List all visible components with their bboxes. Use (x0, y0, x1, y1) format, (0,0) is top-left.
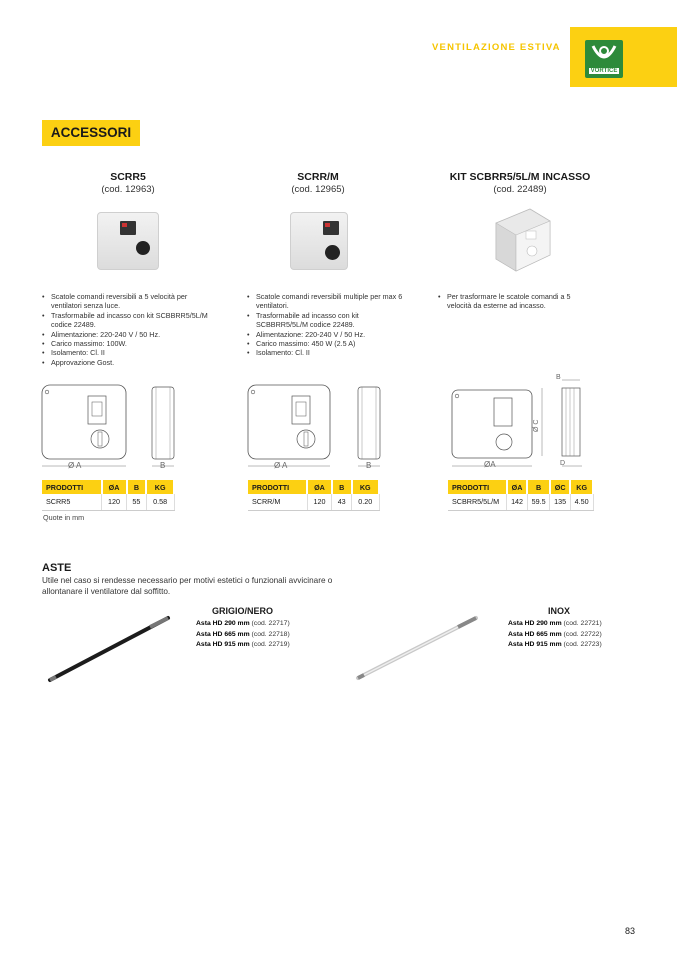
dimension-b-label: B (556, 374, 561, 381)
table-cell: 4.50 (570, 494, 593, 510)
table-cell: SCBRR5/5L/M (448, 494, 507, 510)
technical-drawing-scrrm (244, 382, 390, 474)
rod-item-code: (cod. 22717) (251, 620, 290, 627)
feature-item: • Isolamento: Cl. II (247, 348, 412, 357)
rod-group-title: GRIGIO/NERO (212, 606, 274, 616)
section-title: ACCESSORI (42, 120, 140, 146)
table-cell: SCRR/M (248, 494, 307, 510)
rod-item-code: (cod. 22718) (251, 630, 290, 638)
table-cell: 0.20 (352, 494, 380, 510)
rod-item-name: Asta HD 915 mm (508, 641, 562, 649)
rod-item (196, 630, 290, 641)
feature-item: • Carico massimo: 100W. (42, 339, 212, 348)
col-header: KG (352, 480, 380, 494)
dimension-a-label: Ø A (274, 461, 288, 470)
rod-item-name: Asta HD 665 mm (508, 630, 562, 638)
spec-table (42, 480, 175, 511)
dimension-c-label: Ø C (533, 419, 540, 432)
table-cell: 142 (507, 494, 527, 510)
rod-group-title: INOX (548, 606, 571, 616)
table-row (248, 494, 379, 510)
rod-photo-grey-black (44, 612, 174, 684)
col-header: KG (146, 480, 174, 494)
col-header: B (527, 480, 550, 494)
rod-item (196, 619, 290, 630)
spec-table (248, 480, 380, 511)
table-cell: 59.5 (527, 494, 550, 510)
rod-item-name: Asta HD 665 mm (196, 630, 250, 638)
rod-item (508, 630, 602, 641)
col-header: B (127, 480, 147, 494)
table-cell: 135 (550, 494, 570, 510)
rod-item-name: Asta HD 290 mm (196, 620, 250, 627)
rod-item-code: (cod. 22723) (563, 641, 602, 649)
feature-item: • Trasformabile ad incasso con kit SCBBRR5/5L/M codice 22489. (42, 311, 212, 330)
table-cell: SCRR5 (42, 494, 102, 510)
rod-photo-inox (352, 612, 482, 684)
technical-drawing-scrr5 (38, 382, 184, 474)
aste-title: ASTE (42, 562, 72, 574)
dimension-b-label: B (366, 461, 372, 470)
feature-item: • Approvazione Gost. (42, 358, 212, 367)
rod-list-grey-black (196, 619, 290, 651)
product-title: KIT SCBRR5/5L/M INCASSO (449, 171, 591, 183)
feature-item: • Carico massimo: 450 W (2.5 A) (247, 339, 412, 348)
feature-item: • Trasformabile ad incasso con kit SCBBRR5/5L/M codice 22489. (247, 311, 412, 330)
col-header: PRODOTTI (42, 480, 102, 494)
spec-table (448, 480, 594, 511)
rod-item-code: (cod. 22722) (563, 630, 602, 638)
table-cell: 120 (307, 494, 332, 510)
header-label: VENTILAZIONE ESTIVA (432, 42, 561, 53)
feature-item: • Alimentazione: 220-240 V / 50 Hz. (247, 330, 412, 339)
dimension-a-label: Ø A (68, 461, 82, 470)
page-number: 83 (625, 926, 636, 936)
rod-item (196, 640, 290, 651)
col-header: ØC (550, 480, 570, 494)
table-cell: 55 (127, 494, 147, 510)
feature-item: • Per trasformare le scatole comandi a 5 velocità da esterne ad incasso. (438, 292, 578, 311)
product-features (42, 292, 212, 367)
feature-item: • Scatole comandi reversibili multiple per max 6 ventilatori. (247, 292, 412, 311)
product-photo-scrr5 (97, 212, 159, 270)
product-photo-kit-incasso (490, 205, 556, 275)
col-header: KG (570, 480, 593, 494)
feature-item: • Alimentazione: 220-240 V / 50 Hz. (42, 330, 212, 339)
rod-item-code: (cod. 22721) (563, 620, 602, 627)
product-features (247, 292, 412, 358)
rod-item-code: (cod. 22719) (251, 641, 290, 649)
vortice-logo-text: VORTICE (588, 67, 620, 75)
product-title: SCRR5 (110, 171, 146, 183)
col-header: ØA (307, 480, 332, 494)
aste-description: Utile nel caso si rendesse necessario per motivi estetici o funzionali avvicinare o allontanare il ventilatore dal soffitto. (42, 576, 333, 596)
rod-item-name: Asta HD 915 mm (196, 641, 250, 649)
product-features (438, 292, 578, 311)
col-header: ØA (102, 480, 127, 494)
product-code: (cod. 22489) (493, 184, 547, 195)
col-header: ØA (507, 480, 527, 494)
rod-list-inox (508, 619, 602, 651)
table-row (42, 494, 174, 510)
dimension-b-label: B (160, 461, 166, 470)
feature-item: • Isolamento: Cl. II (42, 348, 212, 357)
rod-item (508, 640, 602, 651)
rod-item (508, 619, 602, 630)
table-cell: 0.58 (146, 494, 174, 510)
quote-note: Quote in mm (43, 513, 85, 522)
table-cell: 43 (332, 494, 352, 510)
table-row (448, 494, 593, 510)
product-code: (cod. 12963) (101, 184, 155, 195)
product-code: (cod. 12965) (291, 184, 345, 195)
vortice-logo-swirl-icon (589, 42, 619, 66)
col-header: B (332, 480, 352, 494)
rod-item-name: Asta HD 290 mm (508, 620, 562, 627)
feature-item: • Scatole comandi reversibili a 5 velocità per ventilatori senza luce. (42, 292, 212, 311)
dimension-a-label: ØA (484, 460, 496, 469)
col-header: PRODOTTI (248, 480, 307, 494)
product-title: SCRR/M (297, 171, 339, 183)
table-cell: 120 (102, 494, 127, 510)
dimension-d-label: D (560, 460, 566, 467)
product-photo-scrrm (290, 212, 348, 270)
technical-drawing-kit-incasso (446, 370, 596, 474)
col-header: PRODOTTI (448, 480, 507, 494)
